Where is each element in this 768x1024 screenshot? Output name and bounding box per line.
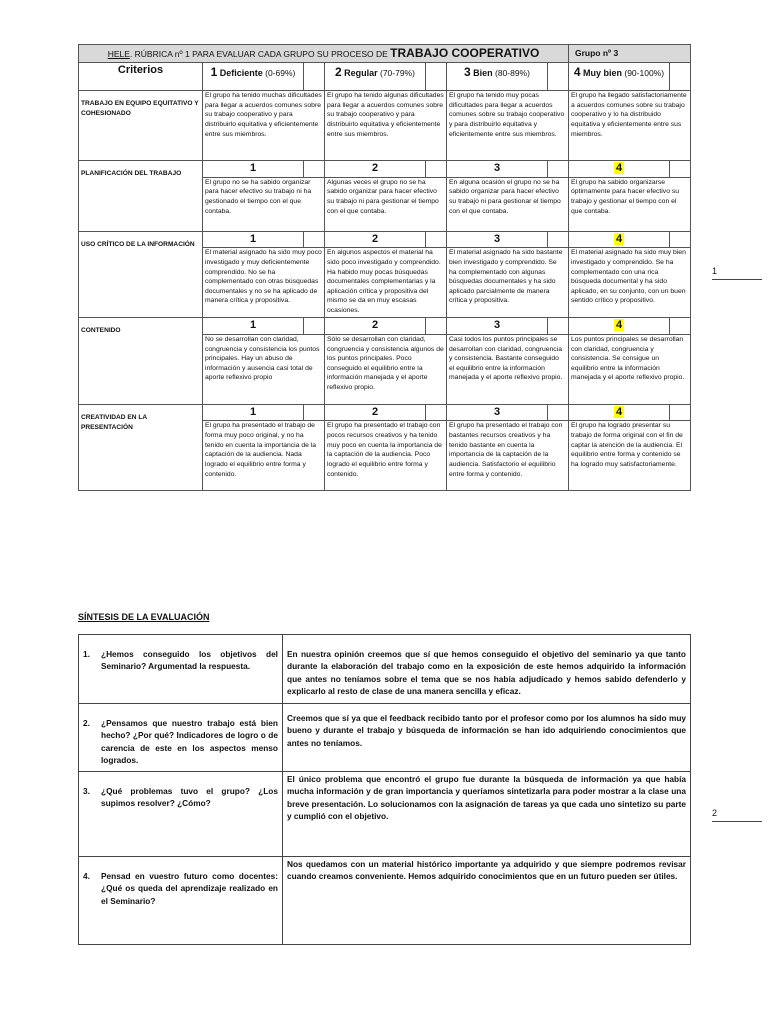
descriptor-teamwork-4: El grupo ha llegado satisfactoriamente a acuerdos comunes sobre su trabajo cooperativo y lo ha distribuido equitativa y eficientemente entre sus miembros. [569,91,691,161]
rubric-table [78,44,691,491]
rubric-title [79,45,569,63]
score-information-1: 1 [203,231,304,248]
answer-2: Creemos que sí ya que el feedback recibido tanto por el profesor como por los alumnos ha sido muy bueno y durante el trabajo y búsqueda de información se han ido adquiriendo conocimientos que antes no teníamos. [283,704,691,772]
question-4: 4. Pensad en vuestro futuro como docentes: ¿Qué os queda del aprendizaje realizado en el Seminario? [79,857,283,945]
score-content-3: 3 [447,318,548,335]
descriptor-information-2: En algunos aspectos el material ha sido poco investigado y comprendido. Ha habido muy pocas búsquedas documentales complementarias y la aplicación crítica y propositiva del mismo se da en muy escasas ocasiones. [325,248,447,318]
criterion-planning: PLANIFICACIÓN DEL TRABAJO [79,161,203,232]
score-creativity-3: 3 [447,404,548,421]
synthesis-table [78,634,691,945]
question-2: 2. ¿Pensamos que nuestro trabajo está bien hecho? ¿Por qué? Indicadores de logro o de carencia de este en los aspectos menso logrados. [79,704,283,772]
margin-number-1: 1 [712,266,718,276]
descriptor-creativity-2: El grupo ha presentado el trabajo con pocos recursos creativos y ha tenido muy poco en cuenta la importancia de la captación de la audiencia. Poco logrado el equilibrio entre forma y contenido. [325,421,447,491]
descriptor-creativity-1: El grupo ha presentado el trabajo de forma muy poco original, y no ha tenido en cuenta la importancia de la captación de la audiencia. Nada logrado el equilibrio entre forma y contenido. [203,421,325,491]
descriptor-planning-3: En alguna ocasión el grupo no se ha sabido organizar para hacer efectivo su trabajo ni para gestionar el tiempo con el que contaba. [447,177,569,231]
answer-4: Nos quedamos con un material histórico importante ya adquirido y que siempre podremos revisar cuando creamos conveniente. Hemos adquirido conocimientos que en un futuro pueden ser útiles. [283,857,691,945]
score-information-2: 2 [325,231,426,248]
score-content-2: 2 [325,318,426,335]
descriptor-content-4: Los puntos principales se desarrollan con claridad, congruencia y consistencia. Se consigue un equilibrio entre la información manejada y el aporte reflexivo propio. [569,334,691,404]
score-information-3: 3 [447,231,548,248]
descriptor-teamwork-2: El grupo ha tenido algunas dificultades para llegar a acuerdos comunes sobre su trabajo cooperativo y para distribuirlo equitativa y eficientemente entre sus miembros. [325,91,447,161]
descriptor-planning-2: Algunas veces el grupo no se ha sabido organizar para hacer efectivo su trabajo ni para gestionar el tiempo con el que contaba. [325,177,447,231]
score-planning-2: 2 [325,161,426,178]
score-content-4-selected: 4 [615,319,623,332]
descriptor-planning-4: El grupo ha sabido organizarse óptimamente para hacer efectivo su trabajo y gestionar el tiempo con el que contaba. [569,177,691,231]
score-creativity-2: 2 [325,404,426,421]
answer-3: El único problema que encontró el grupo fue durante la búsqueda de información ya que había mucha información y de gran importancia y queríamos sintetizarla para poder mostrar a la clase una breve presentación. Lo solucionamos con la asignación de tareas ya que cada uno sintetizo su parte y cumplió con el objetivo. [283,772,691,857]
score-creativity-4-selected: 4 [615,405,623,418]
criterion-information-use: USO CRÍTICO DE LA INFORMACIÓN [79,231,203,318]
rubric-title-mid: . RÚBRICA nº 1 PARA EVALUAR CADA GRUPO SU PROCESO DE [129,49,391,59]
score-content-1: 1 [203,318,304,335]
descriptor-teamwork-3: El grupo ha tenido muy pocas dificultades para llegar a acuerdos comunes sobre su trabajo cooperativo y para distribuirlo equitativa y eficientemente entre sus miembros. [447,91,569,161]
score-information-4-selected: 4 [615,232,623,245]
criteria-header: Criterios [79,63,203,91]
level-header-4: 4 Muy bien (90-100%) [569,63,670,91]
group-number: Grupo nº 3 [569,45,691,63]
descriptor-creativity-4: El grupo ha logrado presentar su trabajo de forma original con el fin de captar la atención de la audiencia. El equilibrio entre forma y contenido se ha logrado muy satisfactoriamente. [569,421,691,491]
synthesis-title: SÍNTESIS DE LA EVALUACIÓN [78,612,210,622]
score-planning-1: 1 [203,161,304,178]
score-planning-4-selected: 4 [615,162,623,175]
criterion-teamwork: TRABAJO EN EQUIPO EQUITATIVO Y COHESIONADO [79,91,203,161]
descriptor-teamwork-1: El grupo ha tenido muchas dificultades para llegar a acuerdos comunes sobre su trabajo cooperativo y para distribuirlo equitativa y eficientemente entre sus miembros. [203,91,325,161]
descriptor-information-1: El material asignado ha sido muy poco investigado y muy deficientemente comprendido. No se ha complementado con otras búsquedas documentales y no se ha aplicado de manera crítica y propositiva. [203,248,325,318]
margin-line-1 [712,279,762,280]
descriptor-content-1: No se desarrollan con claridad, congruencia y consistencia los puntos principales. Hay un abuso de información y ausencia casi total de aporte reflexivo propio [203,334,325,404]
level-header-3: 3 Bien (80-89%) [447,63,548,91]
margin-line-2 [712,821,762,822]
descriptor-content-2: Sólo se desarrollan con claridad, congruencia y consistencia algunos de los puntos principales. Poco conseguido el equilibrio entre la información manejada y el aporte reflexivo propio. [325,334,447,404]
descriptor-information-3: El material asignado ha sido bastante bien investigado y comprendido. Se ha complementado con algunas búsquedas documentales y ha sido aplicado parcialmente de manera crítica y propositiva. [447,248,569,318]
descriptor-creativity-3: El grupo ha presentado el trabajo con bastantes recursos creativos y ha tenido bastante en cuenta la importancia de la captación de la audiencia. Satisfactorio el equilibrio entre forma y contenido. [447,421,569,491]
score-planning-3: 3 [447,161,548,178]
level-header-1: 1 Deficiente (0-69%) [203,63,304,91]
score-creativity-1: 1 [203,404,304,421]
descriptor-information-4: El material asignado ha sido muy bien investigado y comprendido. Se ha complementado con una rica búsqueda documental y ha sido aplicado, en su conjunto, con un buen sentido crítico y propositivo. [569,248,691,318]
margin-number-2: 2 [712,808,718,818]
question-3: 3. ¿Qué problemas tuvo el grupo? ¿Los supimos resolver? ¿Cómo? [79,772,283,857]
descriptor-planning-1: El grupo no se ha sabido organizar para hacer efectivo su trabajo ni ha gestionado el tiempo con el que contaba. [203,177,325,231]
rubric-title-prefix: HELE [107,49,130,59]
answer-1: En nuestra opinión creemos que sí que hemos conseguido el objetivo del seminario ya que tanto durante la elaboración del trabajo como en la exposición de este hemos adquirido la información que antes no teníamos sobre el tema que se nos había adjudicado y hemos sabido defenderlo y explicarlo al resto de clase de una manera sencilla y eficaz. [283,635,691,704]
descriptor-content-3: Casi todos los puntos principales se desarrollan con claridad, congruencia y consistencia. Bastante conseguido el equilibrio entre la información manejada y el aporte reflexivo propio. [447,334,569,404]
criterion-creativity: CREATIVIDAD EN LA PRESENTACIÓN [79,404,203,491]
criterion-content: CONTENIDO [79,318,203,405]
rubric-title-main: TRABAJO COOPERATIVO [390,46,540,60]
level-header-2: 2 Regular (70-79%) [325,63,426,91]
question-1: 1. ¿Hemos conseguido los objetivos del Seminario? Argumentad la respuesta. [79,635,283,704]
